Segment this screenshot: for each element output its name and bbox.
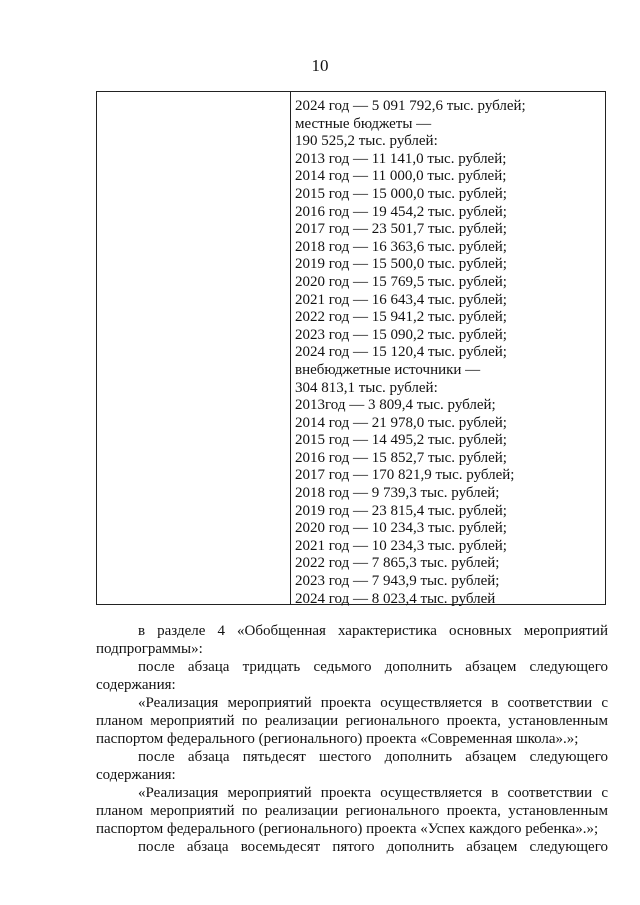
table-line: 2019 год — 23 815,4 тыс. рублей;: [295, 502, 507, 519]
table-line: 2015 год — 15 000,0 тыс. рублей;: [295, 185, 507, 202]
page-number: 10: [311, 56, 329, 75]
table-line: 2013год — 3 809,4 тыс. рублей;: [295, 397, 496, 414]
table-line: 2022 год — 15 941,2 тыс. рублей;: [295, 309, 507, 326]
funding-cell: [295, 98, 601, 608]
paragraph: «Реализация мероприятий проекта осуществляется в соответствии с планом мероприятий по реализации регионального проекта, установленным паспортом федерального (регионального) проекта «Успех каждого ребенка».»;: [96, 785, 608, 837]
table-line: 2020 год — 15 769,5 тыс. рублей;: [295, 273, 507, 290]
table-line: 2021 год — 16 643,4 тыс. рублей;: [295, 291, 507, 308]
table-line: 2021 год — 10 234,3 тыс. рублей;: [295, 537, 507, 554]
paragraph: после абзаца восемьдесят пятого дополнить абзацем следующего: [138, 839, 608, 855]
paragraph: в разделе 4 «Обобщенная характеристика основных мероприятий подпрограммы»:: [96, 623, 608, 657]
table-line: 2014 год — 11 000,0 тыс. рублей;: [295, 168, 507, 185]
funding-table: [96, 91, 606, 605]
table-line: местные бюджеты —: [295, 115, 432, 132]
table-line: 2020 год — 10 234,3 тыс. рублей;: [295, 520, 507, 537]
table-line: 2016 год — 19 454,2 тыс. рублей;: [295, 203, 507, 220]
table-line: 2014 год — 21 978,0 тыс. рублей;: [295, 414, 507, 431]
table-line: 2022 год — 7 865,3 тыс. рублей;: [295, 555, 500, 572]
table-line: 2017 год — 170 821,9 тыс. рублей;: [295, 467, 515, 484]
document-body: [96, 622, 608, 856]
table-line: 2018 год — 16 363,6 тыс. рублей;: [295, 238, 507, 255]
table-line: 2023 год — 7 943,9 тыс. рублей;: [295, 573, 500, 590]
table-column-divider: [290, 92, 291, 604]
table-line: 2016 год — 15 852,7 тыс. рублей;: [295, 449, 507, 466]
table-line: 304 813,1 тыс. рублей:: [295, 379, 438, 396]
table-line: 2015 год — 14 495,2 тыс. рублей;: [295, 432, 507, 449]
table-line: 2018 год — 9 739,3 тыс. рублей;: [295, 485, 500, 502]
table-line: 2024 год — 15 120,4 тыс. рублей;: [295, 344, 507, 361]
table-line: 190 525,2 тыс. рублей:: [295, 133, 438, 150]
table-line: 2023 год — 15 090,2 тыс. рублей;: [295, 326, 507, 343]
table-line: 2024 год — 8 023,4 тыс. рублей: [295, 590, 496, 607]
table-line: 2013 год — 11 141,0 тыс. рублей;: [295, 150, 507, 167]
table-line: 2024 год — 5 091 792,6 тыс. рублей;: [295, 98, 526, 114]
table-line: 2017 год — 23 501,7 тыс. рублей;: [295, 221, 507, 238]
table-line: 2019 год — 15 500,0 тыс. рублей;: [295, 256, 507, 273]
paragraph: после абзаца тридцать седьмого дополнить абзацем следующего содержания:: [96, 659, 608, 693]
table-line: внебюджетные источники —: [295, 361, 481, 378]
paragraph: после абзаца пятьдесят шестого дополнить абзацем следующего содержания:: [96, 749, 608, 783]
paragraph: «Реализация мероприятий проекта осуществляется в соответствии с планом мероприятий по реализации регионального проекта, установленным паспортом федерального (регионального) проекта «Современная школа».»;: [96, 695, 608, 747]
